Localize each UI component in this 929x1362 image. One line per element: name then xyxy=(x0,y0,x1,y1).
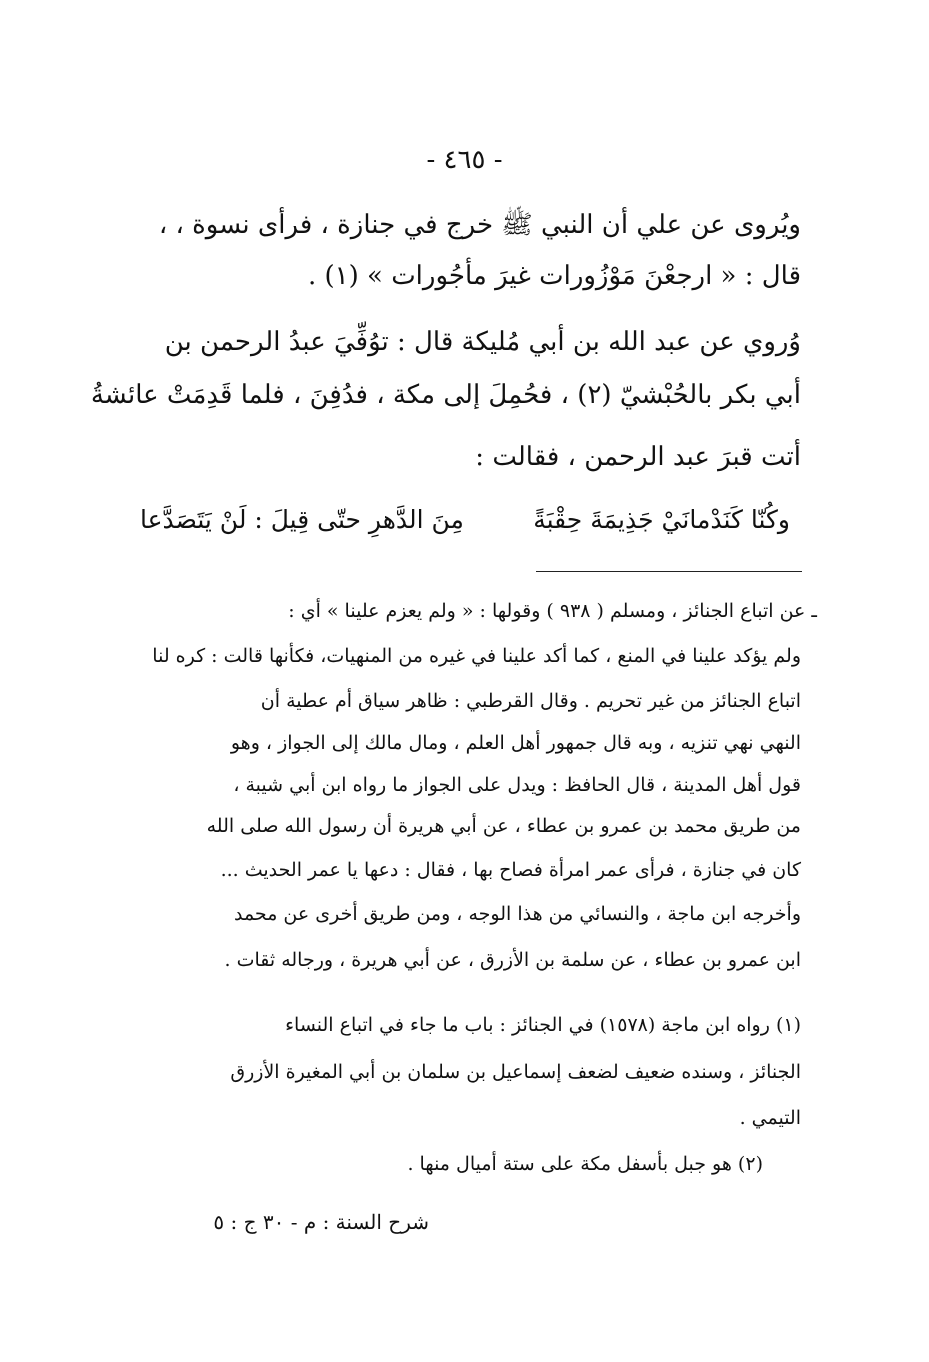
main-text-line: ويُروى عن علي أن النبي ﷺ خرج في جنازة ، فرأى نسوة ، ، xyxy=(158,210,801,240)
footnote-line: وأخرجه ابن ماجة ، والنسائي من هذا الوجه ، ومن طريق أخرى عن محمد xyxy=(233,903,801,925)
main-text-line: أتت قبرَ عبد الرحمن ، فقالت : xyxy=(475,442,801,472)
footnote-line: من طريق محمد بن عمرو بن عطاء ، عن أبي هريرة أن رسول الله صلى الله xyxy=(206,815,801,837)
footnote-line: قول أهل المدينة ، قال الحافظ : ويدل على الجواز ما رواه ابن أبي شيبة ، xyxy=(233,774,801,796)
verse-first-hemistich: وكُنّا كَنَدْمانَيْ جَذِيمَةَ حِقْبَةً xyxy=(533,505,790,534)
footnote-2: (٢) هو جبل بأسفل مكة على ستة أميال منها . xyxy=(407,1153,763,1175)
footnote-line: ابن عمرو بن عطاء ، عن سلمة بن الأزرق ، عن أبي هريرة ، ورجاله ثقات . xyxy=(224,949,801,971)
footnote-line: النهي نهي تنزيه ، وبه قال جمهور أهل العلم ، ومال مالك إلى الجواز ، وهو xyxy=(230,732,801,754)
footnote-line: كان في جنازة ، فرأى عمر امرأة فصاح بها ، فقال : دعها يا عمر الحديث ... xyxy=(220,859,801,881)
main-text-line: وُروي عن عبد الله بن أبي مُليكة قال : توُفِّيَ عبدُ الرحمن بن xyxy=(164,327,801,357)
footnote-1-line: الجنائز ، وسنده ضعيف لضعف إسماعيل بن سلمان بن أبي المغيرة الأزرق xyxy=(230,1061,801,1083)
verse-second-hemistich: مِنَ الدَّهرِ حتّى قِيلَ : لَنْ يَتَصَدَّعا xyxy=(140,505,464,534)
main-text-line: أبي بكر بالحُبْشيّ (٢) ، فحُمِلَ إلى مكة ، فدُفِنَ ، فلما قَدِمَتْ عائشةُ xyxy=(90,380,801,410)
footnote-line: ولم يؤكد علينا في المنع ، كما أكد علينا في غيره من المنهيات، فكأنها قالت : كره لنا xyxy=(152,645,801,667)
footnote-1-line: التيمي . xyxy=(739,1107,801,1129)
poetry-verse xyxy=(140,505,790,545)
footnote-1-line: (١) رواه ابن ماجة (١٥٧٨) في الجنائز : باب ما جاء في اتباع النساء xyxy=(285,1014,801,1036)
footnote-line: اتباع الجنائز من غير تحريم . وقال القرطبي : ظاهر سياق أم عطية أن xyxy=(260,690,801,712)
footnote-line: ـ عن اتباع الجنائز ، ومسلم ( ٩٣٨ ) وقولها : « ولم يعزم علينا » أي : xyxy=(288,600,817,622)
main-text-line: قال : « ارجعْنَ مَوْزُورات غيرَ مأجُورات » (١) . xyxy=(307,261,801,291)
footnote-divider xyxy=(536,571,802,572)
page-number: - ٤٦٥ - xyxy=(426,145,503,175)
footer-reference: شرح السنة : م - ٣٠ ج : ٥ xyxy=(213,1210,429,1234)
